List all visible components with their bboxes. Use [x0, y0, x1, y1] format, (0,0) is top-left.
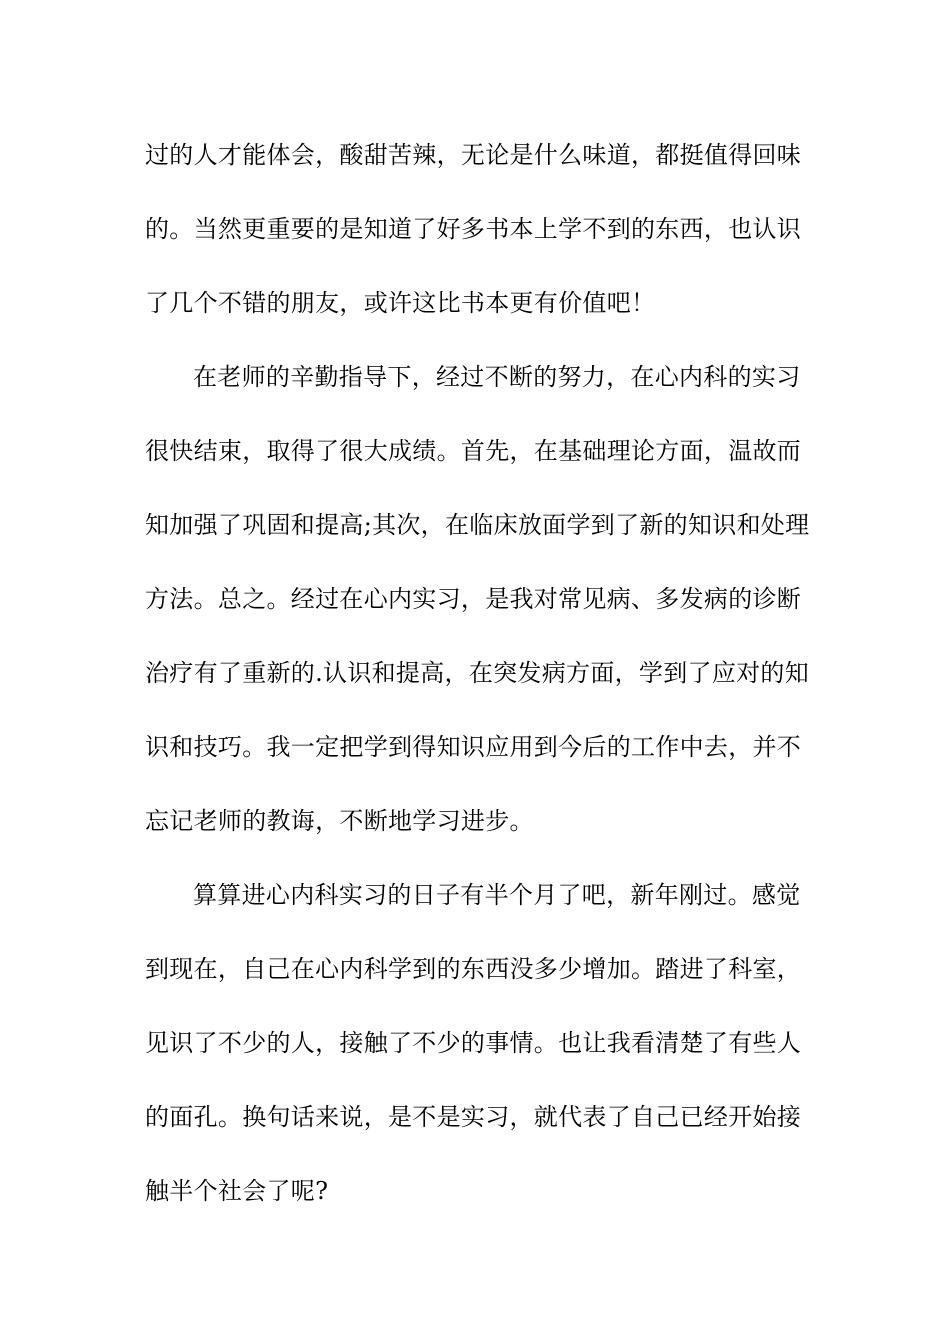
text-line: 知加强了巩固和提高;其次，在临床放面学到了新的知识和处理 [145, 511, 810, 539]
text-line: 触半个社会了呢? [145, 1177, 329, 1205]
text-line: 见识了不少的人，接触了不少的事情。也让我看清楚了有些人 [145, 1029, 802, 1057]
text-line: 到现在，自己在心内科学到的东西没多少增加。踏进了科室， [145, 955, 802, 983]
text-line: 了几个不错的朋友，或许这比书本更有价值吧！ [145, 289, 656, 317]
paragraph-1 [145, 118, 810, 340]
text-line: 算算进心内科实习的日子有半个月了吧，新年刚过。感觉 [193, 881, 801, 909]
text-line: 过的人才能体会，酸甜苦辣，无论是什么味道，都挺值得回味 [145, 141, 802, 169]
text-line: 识和技巧。我一定把学到得知识应用到今后的工作中去，并不 [145, 733, 802, 761]
text-line: 方法。总之。经过在心内实习，是我对常见病、多发病的诊断 [145, 585, 802, 613]
text-line: 的面孔。换句话来说，是不是实习，就代表了自己已经开始接 [145, 1103, 802, 1131]
paragraph-3 [145, 858, 810, 1228]
text-line: 的。当然更重要的是知道了好多书本上学不到的东西，也认识 [145, 215, 802, 243]
text-line: 在老师的辛勤指导下，经过不断的努力，在心内科的实习 [193, 363, 801, 391]
document-body [145, 118, 810, 1228]
text-line: 治疗有了重新的.认识和提高，在突发病方面，学到了应对的知 [145, 659, 810, 687]
text-line: 很快结束，取得了很大成绩。首先，在基础理论方面，温故而 [145, 437, 802, 465]
text-line: 忘记老师的教诲，不断地学习进步。 [145, 807, 534, 835]
paragraph-2 [145, 340, 810, 858]
